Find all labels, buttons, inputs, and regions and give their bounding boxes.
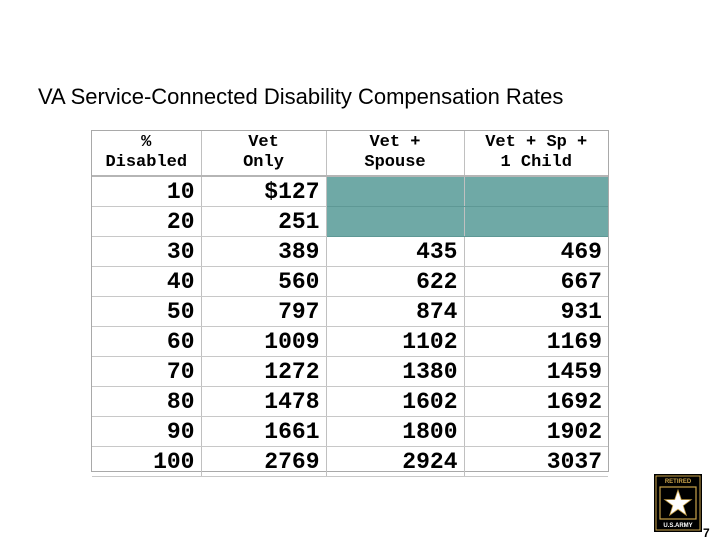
retired-army-logo bbox=[654, 474, 702, 532]
cell-vet-only: 251 bbox=[201, 207, 326, 237]
header-vet-spouse-child: Vet + Sp + 1 Child bbox=[464, 131, 608, 176]
cell-percent: 80 bbox=[92, 387, 201, 417]
cell-percent: 90 bbox=[92, 417, 201, 447]
cell-vet-spouse: 1102 bbox=[326, 327, 464, 357]
cell-vet-only: 1009 bbox=[201, 327, 326, 357]
cell-vet-spouse bbox=[326, 207, 464, 237]
cell-vet-spouse-child: 667 bbox=[464, 267, 608, 297]
table-row bbox=[92, 297, 608, 327]
header-vet-only: Vet Only bbox=[201, 131, 326, 176]
cell-vet-spouse: 435 bbox=[326, 237, 464, 267]
cell-vet-only: 2769 bbox=[201, 447, 326, 477]
cell-vet-spouse-child: 469 bbox=[464, 237, 608, 267]
table-row bbox=[92, 207, 608, 237]
cell-vet-only: 1272 bbox=[201, 357, 326, 387]
cell-vet-spouse: 1602 bbox=[326, 387, 464, 417]
table-row bbox=[92, 387, 608, 417]
cell-vet-spouse-child: 3037 bbox=[464, 447, 608, 477]
cell-vet-spouse-child: 1692 bbox=[464, 387, 608, 417]
rates-table bbox=[92, 131, 608, 477]
logo-top-text: RETIRED bbox=[664, 479, 692, 485]
cell-vet-spouse-child: 931 bbox=[464, 297, 608, 327]
cell-vet-spouse-child: 1902 bbox=[464, 417, 608, 447]
cell-percent: 70 bbox=[92, 357, 201, 387]
cell-vet-spouse: 1800 bbox=[326, 417, 464, 447]
army-star-icon bbox=[654, 474, 702, 532]
cell-vet-spouse-child: 1459 bbox=[464, 357, 608, 387]
rates-table-image bbox=[91, 130, 609, 475]
cell-vet-only: 1661 bbox=[201, 417, 326, 447]
cell-vet-spouse-child: 1169 bbox=[464, 327, 608, 357]
cell-percent: 60 bbox=[92, 327, 201, 357]
cell-vet-spouse: 2924 bbox=[326, 447, 464, 477]
cell-vet-only: 797 bbox=[201, 297, 326, 327]
slide-title: VA Service-Connected Disability Compensation Rates bbox=[38, 84, 564, 109]
cell-vet-spouse: 622 bbox=[326, 267, 464, 297]
table-row bbox=[92, 327, 608, 357]
page-number: 7 bbox=[703, 526, 710, 540]
cell-percent: 40 bbox=[92, 267, 201, 297]
cell-vet-only: 560 bbox=[201, 267, 326, 297]
table-row bbox=[92, 447, 608, 477]
table-row bbox=[92, 176, 608, 207]
cell-vet-only: 1478 bbox=[201, 387, 326, 417]
cell-percent: 50 bbox=[92, 297, 201, 327]
cell-percent: 10 bbox=[92, 176, 201, 207]
table-row bbox=[92, 357, 608, 387]
cell-vet-only: $127 bbox=[201, 176, 326, 207]
cell-percent: 30 bbox=[92, 237, 201, 267]
cell-vet-spouse bbox=[326, 176, 464, 207]
cell-vet-spouse: 1380 bbox=[326, 357, 464, 387]
table-row bbox=[92, 267, 608, 297]
cell-vet-spouse: 874 bbox=[326, 297, 464, 327]
cell-vet-spouse-child bbox=[464, 207, 608, 237]
cell-percent: 100 bbox=[92, 447, 201, 477]
table-row bbox=[92, 237, 608, 267]
cell-vet-spouse-child bbox=[464, 176, 608, 207]
header-percent-disabled: % Disabled bbox=[92, 131, 201, 176]
cell-vet-only: 389 bbox=[201, 237, 326, 267]
header-vet-spouse: Vet + Spouse bbox=[326, 131, 464, 176]
table-header-row bbox=[92, 131, 608, 176]
table-row bbox=[92, 417, 608, 447]
cell-percent: 20 bbox=[92, 207, 201, 237]
logo-bottom-text: U.S.ARMY bbox=[663, 523, 693, 529]
